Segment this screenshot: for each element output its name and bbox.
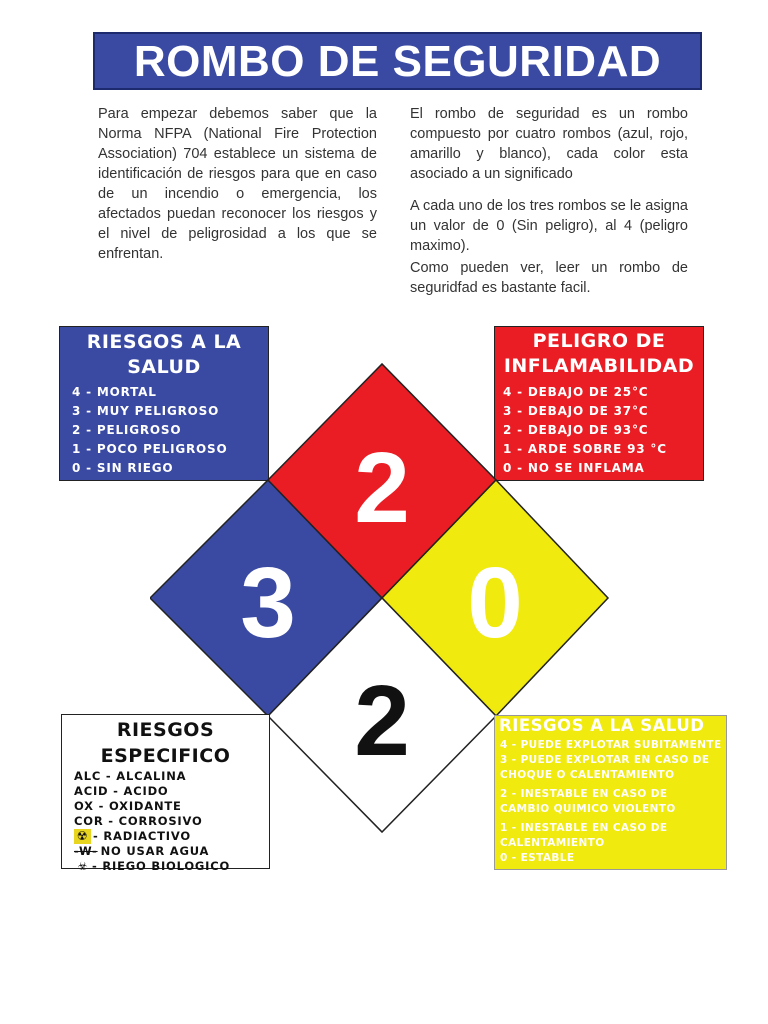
specific-legend-list (62, 769, 269, 874)
reactivity-legend-title: RIESGOS A LA SALUD (499, 716, 705, 735)
list-item: 0 - SIN RIEGO (72, 461, 174, 475)
list-item (74, 829, 269, 844)
health-title-line-2: SALUD (127, 356, 201, 378)
list-item: 1 - POCO PELIGROSO (72, 442, 228, 456)
list-item: 1 - ARDE SOBRE 93 °C (503, 442, 667, 456)
intro-right-paragraph-3: Como pueden ver, leer un rombo de seguridfad es bastante facil. (410, 260, 688, 296)
biohazard-label: - RIEGO BIOLOGICO (92, 859, 231, 873)
list-item: 1 - INESTABLE EN CASO DE (500, 822, 668, 834)
list-item: 0 - NO SE INFLAMA (503, 461, 645, 475)
specific-title-line-2: ESPECIFICO (100, 745, 231, 767)
list-item: 4 - PUEDE EXPLOTAR SUBITAMENTE (500, 739, 722, 751)
intro-right-paragraph-1: El rombo de seguridad es un rombo compuesto por cuatro rombos (azul, rojo, amarillo y blanco), cada color esta asociado a un significado (410, 106, 688, 182)
intro-right-paragraph-2: A cada uno de los tres rombos se le asigna un valor de 0 (Sin peligro), al 4 (peligro maximo). (410, 198, 688, 254)
list-item: 3 - DEBAJO DE 37°C (503, 404, 649, 418)
specific-hazards-legend (61, 714, 270, 873)
list-item: ALC - ALCALINA (74, 769, 187, 783)
list-item: ACID - ACIDO (74, 784, 169, 798)
list-item: 2 - INESTABLE EN CASO DE (500, 788, 668, 800)
radiation-icon: ☢ (74, 829, 91, 844)
health-value: 3 (240, 547, 296, 659)
special-value: 2 (354, 665, 410, 777)
list-item: CAMBIO QUIMICO VIOLENTO (500, 803, 676, 815)
reactivity-value: 0 (467, 547, 523, 659)
list-item: CHOQUE O CALENTAMIENTO (500, 769, 675, 781)
list-item: 2 - PELIGROSO (72, 423, 182, 437)
list-item (74, 859, 269, 874)
list-item: 4 - MORTAL (72, 385, 157, 399)
list-item: 0 - ESTABLE (500, 852, 575, 864)
radioactive-label: - RADIACTIVO (93, 829, 191, 843)
list-item (74, 844, 269, 859)
list-item: 2 - DEBAJO DE 93°C (503, 423, 649, 437)
list-item: COR - CORROSIVO (74, 814, 203, 828)
flammability-title-line-2: INFLAMABILIDAD (503, 355, 695, 377)
list-item: 3 - MUY PELIGROSO (72, 404, 220, 418)
biohazard-icon: ☣ (77, 859, 89, 873)
list-item: 4 - DEBAJO DE 25°C (503, 385, 649, 399)
flammability-title-line-1: PELIGRO DE (532, 330, 666, 352)
health-title-line-1: RIESGOS A LA (86, 331, 242, 353)
page-title: ROMBO DE SEGURIDAD (93, 32, 702, 90)
reactivity-legend (494, 715, 727, 870)
no-water-label: NO USAR AGUA (100, 844, 210, 858)
no-water-symbol: -W- (74, 844, 98, 858)
list-item: CALENTAMIENTO (500, 837, 605, 849)
list-item: 3 - PUEDE EXPLOTAR EN CASO DE (500, 754, 710, 766)
specific-legend-title (62, 715, 269, 769)
flammability-value: 2 (354, 432, 410, 544)
reactivity-legend-list (495, 738, 726, 866)
list-item: OX - OXIDANTE (74, 799, 182, 813)
specific-title-line-1: RIESGOS (116, 719, 215, 741)
intro-left-paragraph: Para empezar debemos saber que la Norma NFPA (National Fire Protection Association) 704 establece un sistema de identificación de riesgos para que en caso de un incendio o emergencia, los afectados puedan reconocer los riesgos y el nivel de peligrosidad a los que se enfrentan. (98, 106, 377, 262)
